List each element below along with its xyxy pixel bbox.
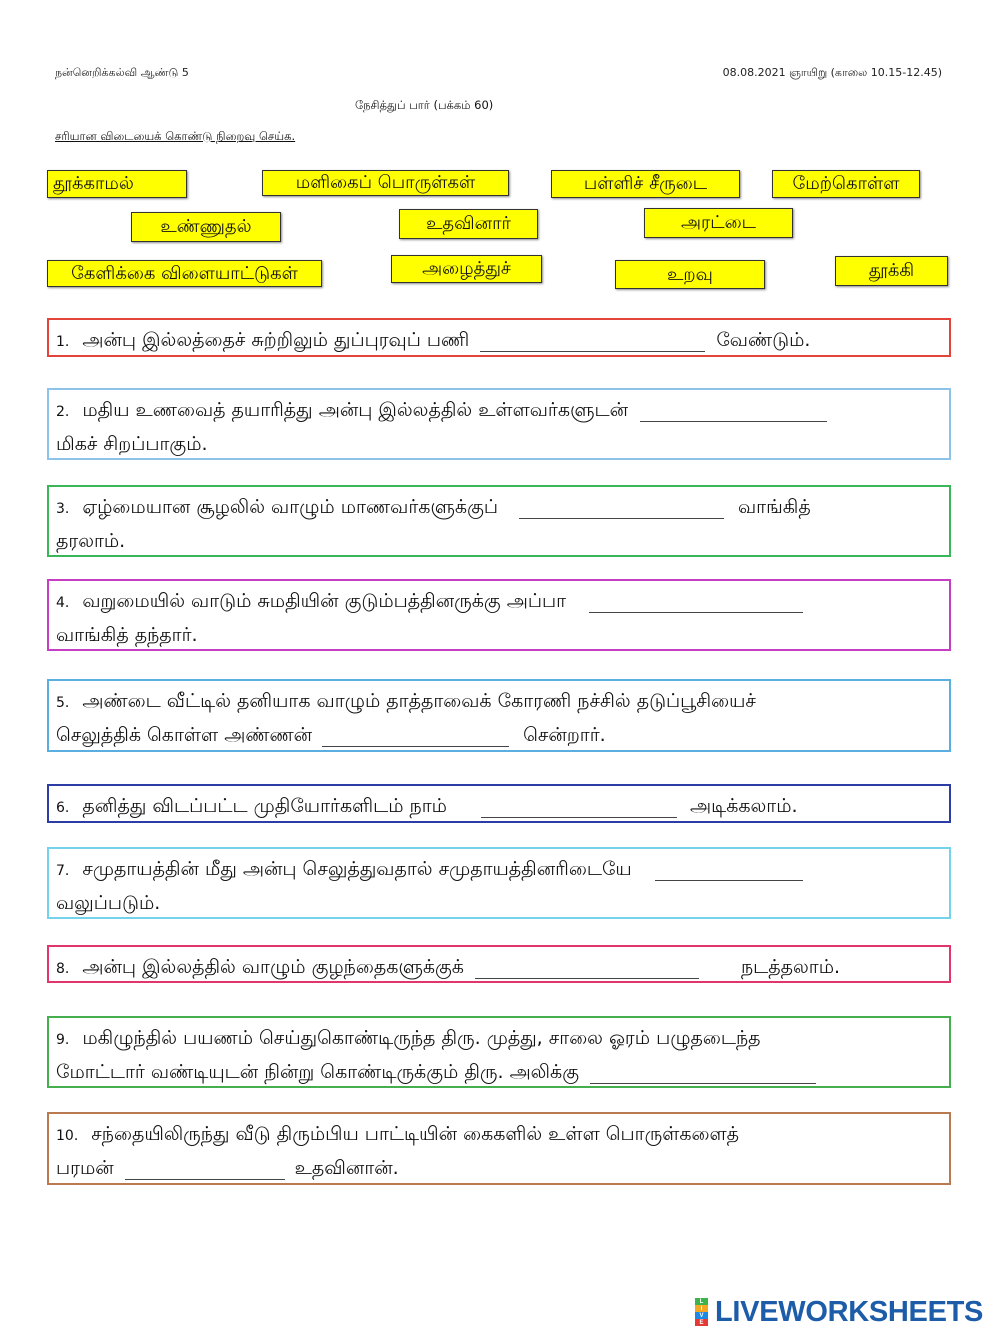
question-box-8 [47, 945, 951, 983]
logo-icon-letter: V [695, 1312, 708, 1319]
answer-blank-2[interactable] [640, 402, 827, 422]
question-number: 10. [56, 1128, 79, 1144]
question-line [56, 718, 938, 752]
question-number: 9. [56, 1032, 70, 1048]
question-box-5 [47, 679, 951, 752]
question-text: சமுதாயத்தின் மீது அன்பு செலுத்துவதால் சமுதாயத்தினரிடையே [82, 858, 632, 880]
word-chip: உறவு [615, 260, 765, 289]
question-text: ஏழ்மையான சூழலில் வாழும் மாணவர்களுக்குப் [82, 496, 498, 518]
question-line [56, 1055, 938, 1088]
question-line [56, 1021, 938, 1055]
question-text: தரலாம். [56, 530, 126, 552]
question-box-3 [47, 485, 951, 557]
question-line [56, 584, 938, 618]
word-chip: அழைத்துச் [391, 255, 542, 283]
question-box-7 [47, 847, 951, 919]
question-line [56, 323, 938, 357]
liveworksheets-logo[interactable] [695, 1296, 995, 1328]
word-chip: மளிகைப் பொருள்கள் [262, 170, 509, 196]
question-text: மகிழுந்தில் பயணம் செய்துகொண்டிருந்த திரு. முத்து, சாலை ஓரம் பழுதடைந்த [82, 1027, 761, 1049]
question-text: உதவினான். [294, 1157, 399, 1179]
worksheet-title: நேசித்துப் பார் (பக்கம் 60) [355, 98, 494, 112]
question-box-10 [47, 1112, 951, 1185]
question-number: 3. [56, 501, 70, 517]
question-text: தனித்து விடப்பட்ட முதியோர்களிடம் நாம் [82, 795, 447, 817]
header-date: 08.08.2021 ஞாயிறு (காலை 10.15-12.45) [722, 66, 942, 79]
word-chip: மேற்கொள்ள [772, 170, 920, 198]
word-chip: கேளிக்கை விளையாட்டுகள் [47, 260, 322, 287]
question-line [56, 490, 938, 524]
question-number: 5. [56, 695, 70, 711]
question-line [56, 852, 938, 886]
logo-icon-letter: E [695, 1319, 708, 1326]
word-chip: தூக்காமல் [47, 170, 187, 198]
header-subject: நன்னெறிக்கல்வி ஆண்டு 5 [55, 66, 189, 79]
question-text: வாங்கித் தந்தார். [56, 624, 198, 646]
logo-icon-letter: I [695, 1305, 708, 1312]
answer-blank-4[interactable] [589, 593, 803, 613]
question-line [56, 950, 938, 983]
answer-blank-6[interactable] [481, 798, 677, 818]
instruction-text: சரியான விடையைக் கொண்டு நிறைவு செய்க. [55, 129, 296, 143]
question-number: 2. [56, 404, 70, 420]
question-line [56, 684, 938, 718]
question-text: மதிய உணவைத் தயாரித்து அன்பு இல்லத்தில் உள்ளவர்களுடன் [82, 399, 629, 421]
question-number: 4. [56, 595, 70, 611]
question-text: அடிக்கலாம். [689, 795, 798, 817]
question-box-1 [47, 318, 951, 357]
word-chip: அரட்டை [644, 208, 793, 238]
question-line [56, 427, 938, 460]
question-number: 7. [56, 863, 70, 879]
question-text: வறுமையில் வாடும் சுமதியின் குடும்பத்தினருக்கு அப்பா [82, 590, 567, 612]
question-text: வாங்கித் [738, 496, 811, 518]
question-text: செலுத்திக் கொள்ள அண்ணன் [56, 724, 313, 746]
answer-blank-5[interactable] [322, 727, 509, 747]
logo-icon-letter: L [695, 1298, 708, 1305]
question-number: 1. [56, 334, 70, 350]
question-number: 8. [56, 961, 70, 977]
question-box-4 [47, 579, 951, 651]
answer-blank-9[interactable] [590, 1064, 816, 1084]
question-text: வலுப்படும். [56, 892, 161, 914]
question-text: அண்டை வீட்டில் தனியாக வாழும் தாத்தாவைக் கோரணி நச்சில் தடுப்பூசியைச் [82, 690, 756, 712]
question-line [56, 1117, 938, 1151]
logo-text: LIVEWORKSHEETS [715, 1296, 984, 1328]
question-box-9 [47, 1016, 951, 1088]
question-text: சந்தையிலிருந்து வீடு திரும்பிய பாட்டியின் கைகளில் உள்ள பொருள்களைத் [91, 1123, 740, 1145]
answer-blank-10[interactable] [125, 1160, 285, 1180]
question-text: அன்பு இல்லத்தைச் சுற்றிலும் துப்புரவுப் பணி [82, 329, 470, 351]
question-text: அன்பு இல்லத்தில் வாழும் குழந்தைகளுக்குக் [82, 956, 464, 978]
question-text: நடத்தலாம். [740, 956, 841, 978]
answer-blank-3[interactable] [519, 499, 724, 519]
word-chip: தூக்கி [835, 256, 948, 286]
question-number: 6. [56, 800, 70, 816]
answer-blank-1[interactable] [480, 332, 705, 352]
question-text: மிகச் சிறப்பாகும். [56, 433, 208, 455]
word-chip: பள்ளிச் சீருடை [551, 170, 740, 198]
question-line [56, 618, 938, 651]
question-box-2 [47, 388, 951, 460]
question-line [56, 1151, 938, 1185]
question-text: சென்றார். [523, 724, 606, 746]
question-box-6 [47, 784, 951, 823]
word-chip: உதவினார் [399, 209, 538, 239]
question-line [56, 524, 938, 557]
word-chip: உண்ணுதல் [131, 212, 281, 242]
answer-blank-8[interactable] [475, 959, 699, 979]
question-line [56, 789, 938, 823]
liveworksheets-logo-icon [695, 1298, 708, 1326]
question-text: வேண்டும். [716, 329, 811, 351]
question-line [56, 886, 938, 919]
question-line [56, 393, 938, 427]
answer-blank-7[interactable] [655, 861, 803, 881]
question-text: பரமன் [56, 1157, 114, 1179]
question-text: மோட்டார் வண்டியுடன் நின்று கொண்டிருக்கும் திரு. அலிக்கு [56, 1061, 579, 1083]
